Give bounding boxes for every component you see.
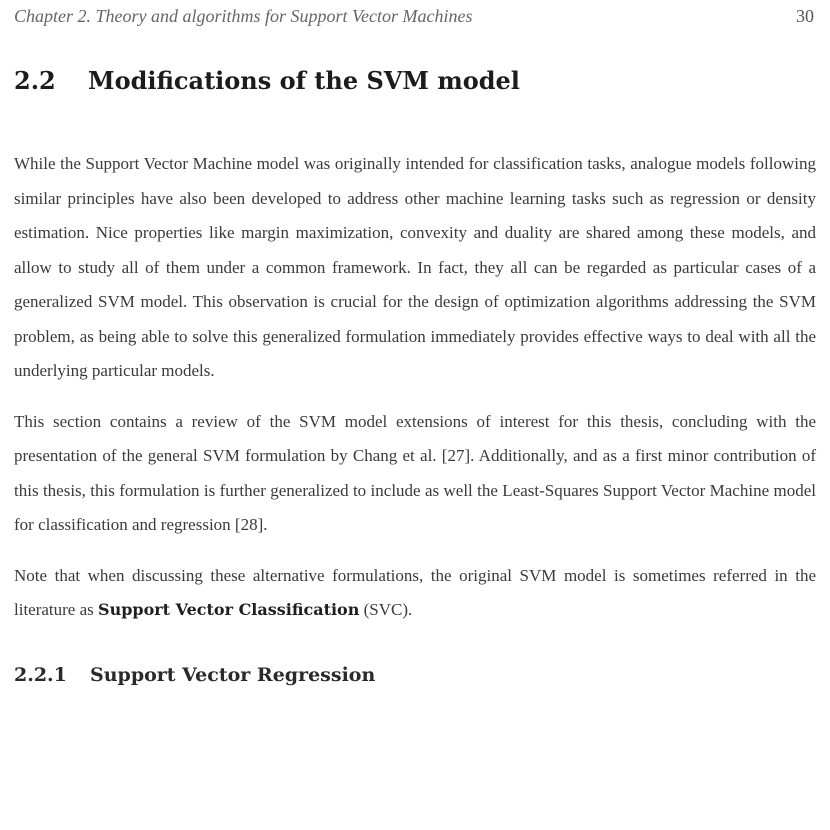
paragraph-2: This section contains a review of the SVM model extensions of interest for this thesis, concluding with the presentation of the general SVM formulation by Chang et al. [27]. Additionally, and as a first minor contribution of this thesis, this formulation is further generalized to include as well the Least-Squares Support Vector Machine model for classification and regression [28]. — [14, 411, 816, 534]
section-heading — [14, 66, 816, 95]
subsection-title: Support Vector Regression — [90, 663, 376, 686]
running-header — [14, 6, 816, 30]
subsection-number: 2.2.1 — [14, 663, 67, 686]
svc-term: Support Vector Classification — [98, 600, 360, 619]
paragraph-3 — [14, 559, 816, 628]
paragraph-1: While the Support Vector Machine model was originally intended for classification tasks, analogue models following similar principles have also been developed to address other machine learning tasks such as regression or density estimation. Nice properties like margin maximization, convexity and duality are shared among these models, and allow to study all of them under a common framework. In fact, they all can be regarded as particular cases of a generalized SVM model. This observation is crucial for the design of optimization algorithms addressing the SVM problem, as being able to solve this generalized formulation immediately provides effective ways to deal with all the underlying particular models. — [14, 154, 816, 380]
section-title: Modifications of the SVM model — [88, 66, 520, 95]
paragraph-3-text-end: (SVC). — [363, 600, 413, 619]
page-number: 30 — [796, 6, 814, 26]
chapter-title: Chapter 2. Theory and algorithms for Support Vector Machines — [14, 6, 473, 26]
paragraph-3-text-start: Note that when discussing these alternative formulations, the original SVM model is sometimes referred in the literature as — [14, 565, 816, 619]
subsection-heading — [14, 664, 816, 686]
section-number: 2.2 — [14, 66, 56, 95]
